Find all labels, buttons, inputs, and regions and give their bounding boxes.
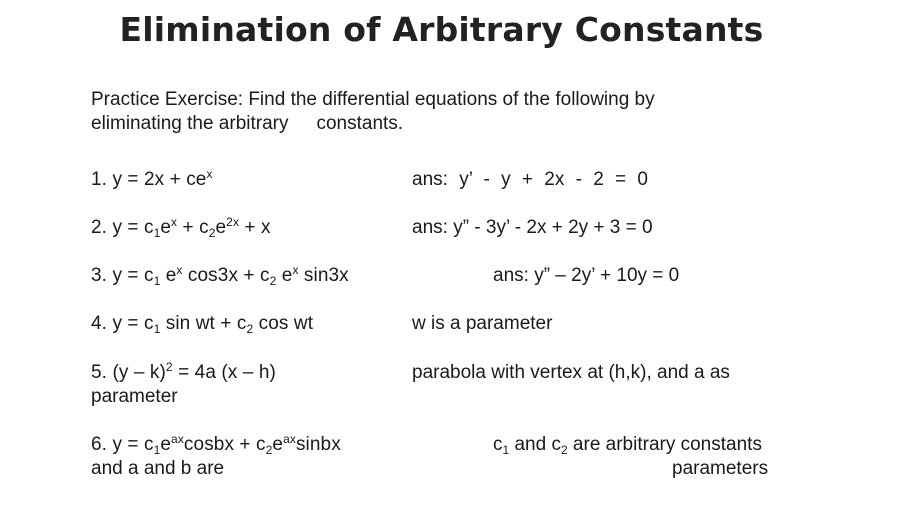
item-4-equation: 4. $y = c_1$ sin wt + $c_2$ cos wt [91, 313, 314, 336]
item-5-note: parabola with vertex at (h,k), and a as [412, 362, 730, 383]
item-4-note: w is a parameter [412, 313, 553, 334]
item-5-equation: 5. (y – k)$^2$ = 4a (x – h) [91, 360, 276, 383]
item-5-equation-line-2: parameter [91, 386, 178, 407]
item-2-answer: ans: y” - 3y’ - 2x + 2y + 3 = 0 [412, 217, 653, 238]
intro-text [91, 88, 655, 136]
item-1-equation: 1. $y = 2x + ce^x$ [91, 167, 213, 190]
item-6-equation: 6. $y = c_1e^{ax}cosbx$ + $c_2e^{ax}sinbx$ [91, 432, 341, 457]
intro-line-2: eliminating the arbitrary constants. [91, 113, 404, 134]
intro-line-1: Practice Exercise: Find the differential equations of the following by [91, 89, 655, 110]
item-2-equation: 2. $y = c_1e^x + c_2e^{2x} + x$ [91, 215, 271, 240]
item-6-equation-line-2: and a and b are [91, 458, 225, 479]
item-3-answer: ans: y” – 2y’ + 10y = 0 [493, 265, 680, 286]
item-6-note: $c_1$ and $c_2$ are arbitrary constants [493, 434, 762, 457]
item-6-note-line-2: parameters [672, 458, 769, 479]
item-1-answer: ans: y’ - y + 2x - 2 = 0 [412, 169, 648, 190]
item-3-equation: 3. $y = c_1$ $e^x$ $\cos 3x + c_2$ $e^x$ sin3x [91, 263, 349, 288]
page-title: Elimination of Arbitrary Constants [119, 10, 764, 49]
